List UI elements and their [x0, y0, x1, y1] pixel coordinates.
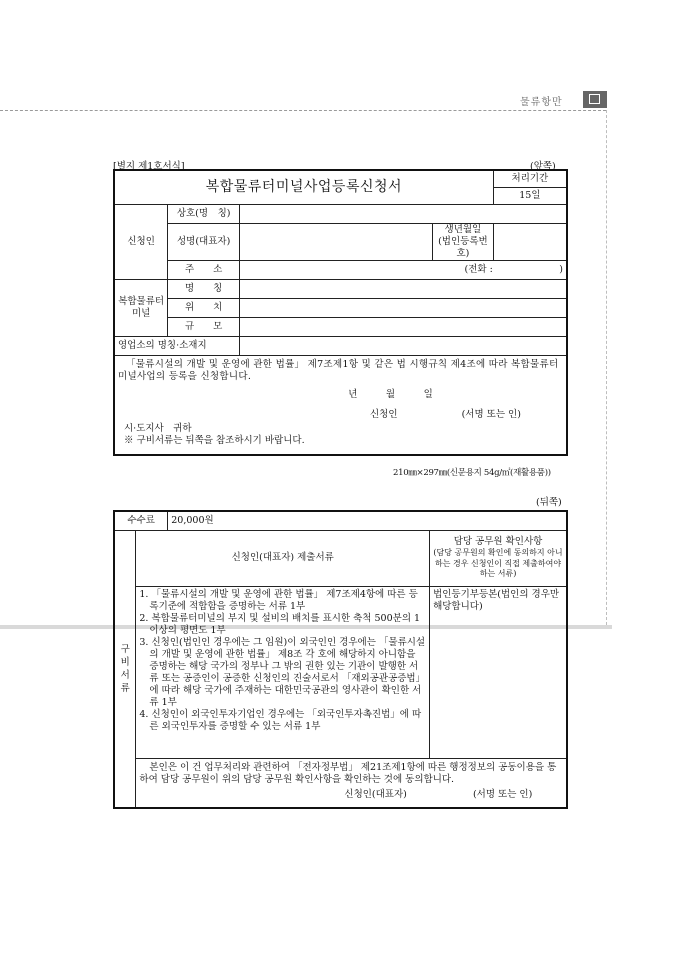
consent-text: 본인은 이 건 업무처리와 관련하여 「전자정부법」 제21조제1항에 따른 행정정보의 공동이용을 통하여 담당 공무원이 위의 담당 공무원 확인사항을 확인하는 것에 동의합니다. — [139, 761, 557, 785]
name-rep-label: 성명(대표자) — [168, 223, 240, 260]
addressee: 시·도지사 귀하 — [124, 422, 192, 434]
terminal-location-label: 위 치 — [168, 298, 240, 317]
signer-label: 신청인 — [370, 408, 398, 420]
terminal-name-field[interactable] — [240, 279, 567, 298]
office-label: 영업소의 명칭·소재지 — [114, 336, 240, 355]
birth-date-field[interactable] — [493, 223, 567, 260]
submit-docs-list — [136, 586, 430, 758]
attachment-note: ※ 구비서류는 뒤쪽을 참조하시기 바랍니다. — [124, 434, 305, 446]
section-header: 물류항만 — [520, 97, 563, 108]
consent-sign-note: (서명 또는 인) — [472, 788, 533, 800]
doc-item-3: 3. 신청인(법인인 경우에는 그 임원)이 외국인인 경우에는 「물류시설의 개발 및 운영에 관한 법률」 제8조 각 호에 해당하지 아니함을 증명하는 해당 국가의 정부나 그 밖의 권한 있는 기관이 발행한 서류 또는 공증인이 공증한 신청인의 진술서로서 「재외공관공증법」에 따라 해당 국가에 주재하는 대한민국공관의 영사관이 확인한 서류 1부 — [139, 636, 426, 708]
form-number: [별지 제1호서식] — [113, 161, 185, 172]
address-label: 주 소 — [168, 260, 240, 279]
name-rep-field[interactable] — [240, 223, 433, 260]
form-title: 복합물류터미널사업등록신청서 — [114, 170, 493, 204]
trade-name-label: 상호(명 칭) — [168, 204, 240, 223]
required-documents-table — [113, 510, 568, 809]
date-line: 년 월 일 — [348, 388, 433, 400]
processing-period-label: 처리기간 — [493, 170, 567, 187]
docs-label: 구비서류 — [114, 530, 136, 808]
office-field[interactable] — [240, 336, 567, 355]
sign-note: (서명 또는 인) — [461, 408, 521, 420]
address-field[interactable]: (전화 : ) — [240, 260, 567, 279]
page-right-border — [606, 110, 607, 625]
doc-item-1: 1. 「물류시설의 개발 및 운영에 관한 법률」 제7조제4항에 따른 등록기준에 적합함을 증명하는 서류 1부 — [139, 588, 418, 612]
terminal-scale-field[interactable] — [240, 317, 567, 336]
statement-text: 「물류시설의 개발 및 운영에 관한 법률」 제7조제1항 및 같은 법 시행규칙 제4조에 따라 복합물류터미널사업의 등록을 신청합니다. — [118, 358, 559, 382]
terminal-scale-label: 규 모 — [168, 317, 240, 336]
page-box-icon — [583, 91, 607, 108]
application-form-table — [113, 169, 568, 456]
consent-sign-line — [139, 789, 563, 801]
paper-size: 210㎜×297㎜(신문용지 54g/㎡(재활용품)) — [393, 468, 551, 478]
doc-item-2: 2. 복합물류터미널의 부지 및 설비의 배치를 표시한 축척 500분의 1 이상의 평면도 1부 — [139, 612, 421, 636]
official-check-item: 법인등기부등본(법인의 경우만 해당합니다) — [430, 586, 567, 758]
application-statement-cell — [114, 355, 567, 455]
official-check-header: 담당 공무원 확인사항 (담당 공무원의 확인에 동의하지 아니하는 경우 신청인이 직접 제출하여야 하는 서류) — [430, 530, 567, 586]
back-side-label: (뒤쪽) — [536, 497, 562, 508]
doc-item-4: 4. 신청인이 외국인투자기업인 경우에는 「외국인투자촉진법」에 따른 외국인투자를 증명할 수 있는 서류 1부 — [139, 708, 422, 732]
terminal-label: 복합물류터미널 — [114, 279, 168, 336]
terminal-location-field[interactable] — [240, 298, 567, 317]
applicant-label: 신청인 — [114, 204, 168, 279]
fee-value: 20,000원 — [168, 511, 567, 530]
consent-signer: 신청인(대표자) — [344, 788, 407, 800]
submit-docs-header: 신청인(대표자) 제출서류 — [136, 530, 430, 586]
birth-date-label: 생년월일 (법인등록번호) — [433, 223, 494, 260]
trade-name-field[interactable] — [240, 204, 567, 223]
signer-line — [118, 409, 563, 421]
page-top-border — [0, 110, 606, 111]
processing-period-value: 15일 — [493, 187, 567, 204]
terminal-name-label: 명 칭 — [168, 279, 240, 298]
front-side-label: (앞쪽) — [530, 161, 556, 172]
consent-cell — [136, 758, 567, 808]
fee-label: 수수료 — [114, 511, 168, 530]
